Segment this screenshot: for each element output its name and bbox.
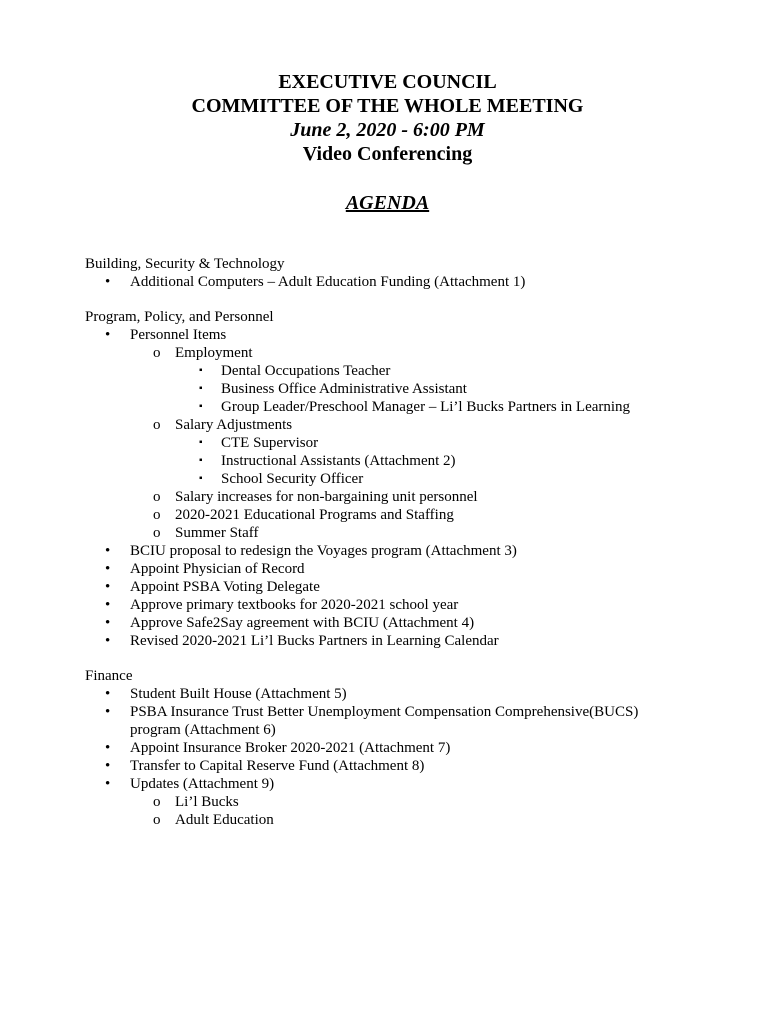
- council-title: EXECUTIVE COUNCIL: [278, 71, 497, 93]
- circle-bullet-icon: o: [153, 489, 161, 505]
- bullet-icon: •: [105, 327, 111, 343]
- bullet-icon: •: [105, 615, 111, 631]
- square-bullet-icon: ▪: [199, 365, 203, 376]
- square-bullet-icon: ▪: [199, 437, 203, 448]
- circle-bullet-icon: o: [153, 417, 161, 433]
- bullet-icon: •: [105, 597, 111, 613]
- bullet-icon: •: [105, 274, 111, 290]
- bullet-icon: •: [105, 561, 111, 577]
- bullet-icon: •: [105, 579, 111, 595]
- circle-bullet-icon: o: [153, 812, 161, 828]
- circle-bullet-icon: o: [153, 507, 161, 523]
- bullet-icon: •: [105, 686, 111, 702]
- agenda-heading: AGENDA: [345, 192, 430, 214]
- document-header: [0, 70, 770, 215]
- bullet-icon: •: [105, 633, 111, 649]
- meeting-date: June 2, 2020 - 6:00 PM: [290, 119, 485, 141]
- bullet-icon: •: [105, 543, 111, 559]
- bullet-icon: •: [105, 740, 111, 756]
- circle-bullet-icon: o: [153, 345, 161, 361]
- circle-bullet-icon: o: [153, 794, 161, 810]
- circle-bullet-icon: o: [153, 525, 161, 541]
- meeting-location: Video Conferencing: [302, 143, 473, 165]
- square-bullet-icon: ▪: [199, 473, 203, 484]
- bullet-icon: •: [105, 704, 111, 720]
- meeting-title: COMMITTEE OF THE WHOLE MEETING: [191, 95, 584, 117]
- square-bullet-icon: ▪: [199, 383, 203, 394]
- bullet-icon: •: [105, 776, 111, 792]
- document-page: EXECUTIVE COUNCIL COMMITTEE OF THE WHOLE MEETING June 2, 2020 - 6:00 PM Video Conferencing AGENDA Building, Security & Technology • Additional Computers – Adult Education Funding (Attachment 1) Program, Policy, and Personnel • Personnel Items o Employment ▪ Dental Occupations Teacher ▪ Business Office Administrative Assistant ▪ Group Leader/Preschool Manager – Li’l Bucks Partners in Learning o Salary Adjustments ▪ CTE Supervisor ▪ Instructional Assistants (Attachment 2) ▪ School Security Officer o Salary increases for non-bargaining unit personnel o 2020-2021 Educational Programs and Staffing o Summer Staff • BCIU proposal to redesign the Voyages program (Attachment 3) • Appoint Physician of Record • Appoint PSBA Voting Delegate • Approve primary textbooks for 2020-2021 school year • Approve Safe2Say agreement with BCIU (Attachment 4) • Revised 2020-2021 Li’l Bucks Partners in Learning Calendar Finance • Student Built House (Attachment 5) • PSBA Insurance Trust Better Unemployment Compensation Comprehensive(BUCS) program (Attachment 6) • Appoint Insurance Broker 2020-2021 (Attachment 7) • Transfer to Capital Reserve Fund (Attachment 8) • Updates (Attachment 9) o Li’l Bucks o Adult Education: [0, 0, 770, 1024]
- square-bullet-icon: ▪: [199, 455, 203, 466]
- square-bullet-icon: ▪: [199, 401, 203, 412]
- bullet-icon: •: [105, 758, 111, 774]
